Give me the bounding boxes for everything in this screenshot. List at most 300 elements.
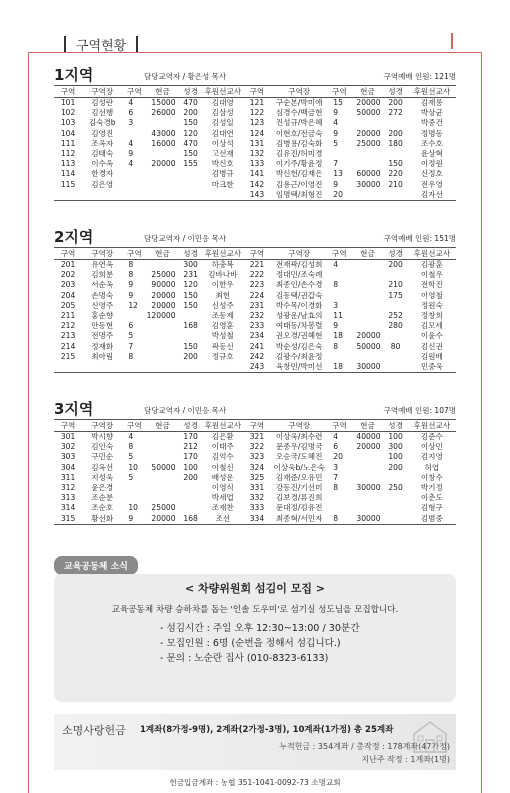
table-cell: 김유진/허미경 — [275, 149, 323, 159]
table-header-row — [54, 86, 456, 98]
table-cell — [122, 311, 146, 321]
table-cell: 김병용/김숙화 — [275, 138, 323, 148]
table-cell — [122, 190, 146, 201]
table-cell: 신영주 — [91, 300, 114, 310]
table-cell: 25000 — [151, 270, 176, 280]
column-header: 구역 — [243, 420, 271, 432]
table-cell — [384, 118, 408, 128]
table-cell: 김준수 — [420, 432, 443, 441]
table-cell: 104 — [60, 128, 76, 138]
notice-item: - 모집인원 : 6명 (순번을 정해서 섬깁니다.) — [160, 638, 341, 649]
table-cell — [351, 352, 383, 362]
table-cell: 470 — [183, 138, 198, 148]
notice-title: < 차량위원회 섬김이 모집 > — [184, 582, 325, 595]
table-cell: 유연옥 — [91, 260, 114, 269]
table-cell: 정대민/조숙례 — [275, 270, 323, 280]
table-cell — [122, 362, 146, 373]
table-cell: 박성철 — [211, 331, 234, 341]
table-row — [54, 180, 456, 190]
table-cell: 18 — [327, 362, 351, 373]
table-cell: 8 — [128, 260, 134, 269]
table-cell: 80 — [390, 341, 401, 351]
table-cell: 231 — [183, 270, 198, 280]
table-cell: 124 — [249, 128, 265, 138]
table-cell — [179, 311, 203, 321]
table-cell: 150 — [183, 341, 198, 351]
table-cell: 242 — [249, 351, 265, 361]
table-cell: 20000 — [151, 290, 176, 300]
column-header: 구역 — [327, 420, 351, 432]
table-cell: 최종혁/서민자 — [271, 514, 327, 525]
offering-total: 누적헌금 : 354계좌 / 총작정 : 178계좌(47가정) — [279, 742, 450, 751]
table-cell: 김병규 — [211, 169, 234, 179]
notice-item: - 섬김시간 : 주일 오후 12:30~13:00 / 30분간 — [160, 623, 360, 634]
table-cell: 142 — [249, 179, 265, 189]
table-row — [54, 169, 456, 179]
table-cell: 8 — [333, 341, 339, 351]
table-cell: 241 — [249, 341, 265, 351]
table-cell: 박상균 — [420, 108, 443, 118]
table-cell: 5 — [128, 452, 134, 462]
table-cell: 175 — [388, 290, 403, 300]
table-cell: 20000 — [356, 442, 381, 452]
table-cell — [146, 483, 178, 493]
header-bar-left — [64, 36, 66, 52]
table-cell: 102 — [60, 108, 76, 118]
table-cell: 전재곽/김성희 — [275, 260, 323, 269]
region-pastor: 담당교역자 / 황은성 목사 — [144, 72, 227, 81]
table-cell: 210 — [388, 280, 403, 290]
table-cell: 314 — [60, 503, 76, 513]
table-cell: 321 — [249, 432, 265, 441]
table-row — [54, 270, 456, 280]
table-cell — [146, 342, 178, 352]
table-cell — [351, 463, 383, 473]
table-cell: 5 — [333, 138, 339, 148]
table-row — [54, 352, 456, 362]
table-cell: 141 — [249, 169, 265, 179]
column-header: 성경 — [179, 420, 203, 432]
table-cell: 25000 — [151, 503, 176, 513]
table-cell — [384, 331, 408, 341]
table-cell: 정명동 — [420, 128, 443, 138]
table-cell: 224 — [249, 290, 265, 300]
table-cell: 최아림 — [91, 351, 114, 361]
region-title: 3지역 — [54, 400, 94, 418]
table-cell — [146, 260, 178, 271]
table-cell — [351, 190, 383, 201]
table-cell — [146, 493, 178, 503]
table-cell: 20000 — [151, 300, 176, 310]
table-cell: 120000 — [146, 311, 176, 321]
table-row — [54, 118, 456, 128]
table-cell: 김광훈 — [420, 260, 443, 269]
table-cell: 11 — [333, 311, 343, 321]
table-cell — [146, 362, 178, 373]
table-cell: 40000 — [356, 432, 381, 441]
table-cell: 박신헌/김재은 — [275, 169, 323, 179]
table-cell — [146, 118, 178, 128]
table-cell: 203 — [60, 280, 76, 290]
table-cell: 15000 — [151, 98, 176, 107]
table-cell — [351, 291, 383, 301]
table-row — [54, 291, 456, 301]
region-2 — [54, 226, 456, 373]
table-cell: 200 — [388, 98, 403, 107]
column-header: 후원선교사 — [204, 87, 242, 96]
table-cell: 5 — [128, 331, 134, 341]
table-cell: 8 — [333, 280, 339, 290]
table-cell: 이한우 — [211, 280, 234, 290]
region-header — [54, 226, 456, 248]
column-header: 구역장 — [82, 248, 122, 260]
table-cell: 박신호 — [211, 159, 234, 169]
column-header: 현금 — [351, 248, 383, 260]
table-cell: 313 — [60, 493, 76, 503]
table-cell: 이현호/전금숙 — [275, 128, 323, 138]
table-cell: 김성란 — [91, 98, 114, 107]
table-cell: 육창민/박미선 — [271, 362, 327, 373]
table-cell — [351, 270, 383, 280]
table-cell: 9 — [333, 179, 339, 189]
table-cell — [146, 149, 178, 159]
column-header: 현금 — [146, 420, 178, 432]
table-cell: 50000 — [356, 108, 381, 118]
table-cell: 최헌 — [215, 290, 231, 300]
table-cell: 박순성/김은숙 — [275, 341, 323, 351]
table-cell: 임명택/최형진 — [271, 190, 327, 201]
table-cell: 120 — [183, 280, 198, 290]
table-row — [54, 260, 456, 271]
table-header-row — [54, 420, 456, 432]
table-cell: 홍순향 — [91, 311, 114, 321]
table-cell: 이상민 — [420, 442, 443, 452]
region-header — [54, 64, 456, 86]
table-cell: 김옥선 — [91, 462, 114, 472]
table-cell: 손명숙 — [91, 290, 114, 300]
notice-box — [54, 574, 456, 702]
table-cell: 204 — [60, 290, 76, 300]
table-cell — [179, 169, 203, 179]
table-row — [54, 514, 456, 525]
table-cell: 김자선 — [408, 190, 456, 201]
table-cell: 131 — [249, 138, 265, 148]
column-header: 구역 — [122, 248, 146, 260]
table-cell: 황선화 — [82, 514, 122, 525]
offering-box — [54, 714, 456, 770]
table-cell: 이수옥 — [91, 159, 114, 169]
table-cell: 구민순 — [91, 452, 114, 462]
table-cell: 김대영 — [211, 98, 234, 107]
frame-right-line — [481, 52, 482, 793]
table-cell — [179, 362, 203, 373]
table-cell: 4 — [128, 98, 134, 107]
table-row — [54, 311, 456, 321]
table-row — [54, 190, 456, 201]
table-row — [54, 342, 456, 352]
table-cell — [384, 301, 408, 311]
frame-left-line — [28, 52, 29, 793]
table-cell: 252 — [388, 311, 403, 321]
table-row — [54, 452, 456, 462]
table-cell: 윤은경 — [91, 483, 114, 493]
table-cell: 김숙경b — [88, 118, 116, 128]
table-cell: 진성규/박은혜 — [275, 118, 323, 128]
table-row — [54, 139, 456, 149]
table-cell: 20 — [333, 452, 343, 462]
table-cell: 214 — [60, 341, 76, 351]
table-cell: 200 — [183, 472, 198, 482]
table-cell: 13 — [333, 169, 343, 179]
table-cell: 6 — [333, 442, 339, 452]
table-cell: 김모세 — [420, 321, 443, 331]
table-cell: 10 — [128, 503, 138, 513]
table-cell: 213 — [60, 331, 76, 341]
table-cell: 304 — [60, 462, 76, 472]
column-header: 성경 — [179, 248, 203, 260]
table-cell: 168 — [183, 321, 198, 331]
table-cell — [179, 483, 203, 493]
table-cell: 이기주/황윤정 — [275, 159, 323, 169]
table-cell — [384, 473, 408, 483]
table-cell: 김형구 — [420, 503, 443, 513]
table-cell: 16000 — [151, 138, 176, 148]
table-cell: 20 — [327, 190, 351, 201]
table-cell: 구순본/박미애 — [275, 98, 323, 107]
table-cell — [146, 331, 178, 341]
table-cell: 302 — [60, 442, 76, 452]
table-cell: 101 — [60, 98, 76, 107]
table-cell — [179, 180, 203, 190]
column-header: 현금 — [351, 86, 383, 98]
table-cell: 280 — [388, 321, 403, 331]
table-cell: 150 — [183, 300, 198, 310]
table-cell — [146, 180, 178, 190]
table-cell: 이철우 — [420, 270, 443, 280]
table-cell: 315 — [54, 514, 82, 525]
table-cell: 322 — [249, 442, 265, 452]
table-cell: 한경자 — [91, 169, 114, 179]
table-cell — [351, 452, 383, 462]
table-cell: 223 — [249, 280, 265, 290]
notice-list — [54, 621, 456, 666]
bank-account: 헌금입금계좌 : 농협 351-1041-0092-73 소명교회 — [169, 778, 341, 787]
table-cell: 고선재 — [211, 149, 234, 159]
table-cell: 박기정 — [420, 483, 443, 493]
table-cell — [54, 190, 82, 201]
table-cell: 325 — [249, 472, 265, 482]
section-title: 구역현황 — [76, 38, 127, 54]
table-cell: 9 — [333, 128, 339, 138]
table-cell — [327, 493, 351, 503]
table-cell: 272 — [388, 108, 403, 118]
table-cell: 12 — [128, 300, 138, 310]
table-cell: 김은환 — [211, 432, 234, 441]
table-cell: 정재화 — [91, 341, 114, 351]
table-cell: 312 — [60, 483, 76, 493]
table-cell: 곽동신 — [211, 341, 234, 351]
column-header: 성경 — [179, 86, 203, 98]
table-cell — [384, 493, 408, 503]
table-cell — [351, 149, 383, 159]
table-cell: 윤상혁 — [420, 149, 443, 159]
table-cell: 정원숙 — [420, 300, 443, 310]
table-cell: 문종우/김명국 — [275, 442, 323, 452]
table-cell: 9 — [128, 149, 134, 159]
table-cell: 150 — [183, 290, 198, 300]
region-attendance: 구역예배 인원: 151명 — [383, 234, 456, 243]
table-cell: 이상석 — [211, 138, 234, 148]
table-cell: 170 — [183, 452, 198, 462]
table-cell: 7 — [333, 159, 339, 169]
table-cell — [384, 503, 408, 513]
table-cell: 9 — [333, 108, 339, 118]
table-cell: 324 — [249, 462, 265, 472]
table-cell: 222 — [249, 270, 265, 280]
table-cell: 이정원 — [420, 159, 443, 169]
table-cell — [327, 503, 351, 513]
table-cell: 202 — [60, 270, 76, 280]
table-cell: 김바나바 — [208, 270, 238, 280]
table-cell — [146, 442, 178, 452]
table-cell: 155 — [183, 159, 198, 169]
region-header — [54, 398, 456, 420]
table-cell — [146, 432, 178, 443]
table-cell: 김성일 — [211, 118, 234, 128]
header-bar-right — [136, 36, 138, 52]
table-cell: 8 — [128, 351, 134, 361]
column-header: 구역장 — [82, 86, 122, 98]
table-cell: 이상욱b/노은숙 — [273, 462, 325, 472]
table-cell: 김태숙 — [91, 149, 114, 159]
table-cell: 30000 — [356, 179, 381, 189]
table-row — [54, 98, 456, 109]
table-row — [54, 149, 456, 159]
table-cell: 143 — [243, 190, 271, 201]
table-cell: 강동진/기선미 — [275, 483, 323, 493]
column-header: 후원선교사 — [408, 86, 456, 98]
table-cell: 최종인/손수경 — [275, 280, 323, 290]
region-title: 1지역 — [54, 66, 94, 84]
table-cell: 조옥자 — [91, 138, 114, 148]
table-cell: 200 — [183, 108, 198, 118]
table-cell — [82, 190, 122, 201]
column-header: 구역 — [327, 248, 351, 260]
table-cell: 43000 — [151, 128, 176, 138]
table-cell: 4 — [128, 432, 134, 441]
table-cell: 113 — [60, 159, 76, 169]
table-cell — [146, 190, 178, 201]
column-header: 현금 — [146, 86, 178, 98]
table-cell: 김용근/이영진 — [275, 179, 323, 189]
table-cell: 333 — [249, 503, 265, 513]
table-cell — [54, 362, 82, 373]
table-row — [54, 331, 456, 341]
table-cell: 8 — [333, 483, 339, 493]
table-cell — [179, 190, 203, 201]
table-cell: 334 — [243, 514, 271, 525]
table-cell: 234 — [249, 331, 265, 341]
table-cell: 이창수 — [420, 472, 443, 482]
notice-item: - 문의 : 노순란 집사 (010-8323-6133) — [160, 653, 329, 664]
region-pastor: 담당교역자 / 이민응 목사 — [144, 234, 227, 243]
table-row — [54, 321, 456, 331]
table-cell: 470 — [183, 98, 198, 107]
column-header: 구역 — [243, 248, 271, 260]
offering-count: 지난주 작정 : 1계좌(1명) — [361, 755, 450, 764]
table-cell: 이영식 — [211, 483, 234, 493]
table-cell: 김범중 — [408, 514, 456, 525]
table-cell: 하충복 — [211, 260, 234, 269]
table-cell: 123 — [249, 118, 265, 128]
table-cell: 김영진 — [91, 128, 114, 138]
table-cell: 서순옥 — [91, 280, 114, 290]
column-header: 구역장 — [82, 420, 122, 432]
table-cell: 331 — [249, 483, 265, 493]
table-cell: 7 — [128, 341, 134, 351]
table-cell — [384, 190, 408, 201]
table-cell: 6 — [128, 321, 134, 331]
table-cell: 8 — [327, 514, 351, 525]
column-header: 후원선교사 — [204, 249, 242, 258]
table-cell: 215 — [60, 351, 76, 361]
table-cell: 조재찬 — [211, 503, 234, 513]
header-right-marker — [451, 33, 453, 49]
column-header: 현금 — [351, 420, 383, 432]
table-header-row — [54, 248, 456, 260]
table-cell: 김인숙 — [91, 442, 114, 452]
column-header: 성경 — [384, 86, 408, 98]
table-cell — [351, 260, 383, 271]
offering-plan: 1계좌(8가정-9명), 2계좌(2가정-3명), 10계좌(1가정) 총 25계좌 — [140, 725, 394, 735]
table-cell: 6 — [128, 108, 134, 118]
column-header: 후원선교사 — [204, 421, 242, 430]
table-cell — [351, 493, 383, 503]
table-cell: 조수호 — [420, 138, 443, 148]
table-cell: 이영철 — [420, 290, 443, 300]
table-cell: 30000 — [351, 362, 383, 373]
column-header: 구역장 — [271, 248, 327, 260]
table-cell — [122, 180, 146, 190]
table-cell — [327, 352, 351, 362]
table-cell — [327, 149, 351, 159]
table-cell: 50000 — [356, 341, 381, 351]
table-cell: 15 — [333, 98, 343, 107]
region-table — [54, 420, 456, 525]
table-cell: 60000 — [356, 169, 381, 179]
table-cell: 성광운/남효의 — [275, 311, 323, 321]
table-cell: 3 — [333, 300, 339, 310]
table-cell — [146, 452, 178, 462]
table-cell: 232 — [249, 311, 265, 321]
table-cell: 150 — [388, 159, 403, 169]
column-header: 성경 — [384, 420, 408, 432]
table-cell: 180 — [388, 138, 403, 148]
table-cell: 20000 — [146, 514, 178, 525]
table-cell: 김선행 — [91, 108, 114, 118]
table-cell — [122, 169, 146, 179]
table-cell: 5 — [128, 472, 134, 482]
table-cell: 111 — [60, 138, 76, 148]
table-cell: 200 — [388, 462, 403, 472]
region-attendance: 구역예배 인원: 107명 — [383, 406, 456, 415]
table-cell: 3 — [333, 462, 339, 472]
table-cell: 김원배 — [420, 351, 443, 361]
table-cell — [179, 503, 203, 513]
table-row — [54, 442, 456, 452]
table-cell: 김억수 — [211, 452, 234, 462]
table-row — [54, 463, 456, 473]
